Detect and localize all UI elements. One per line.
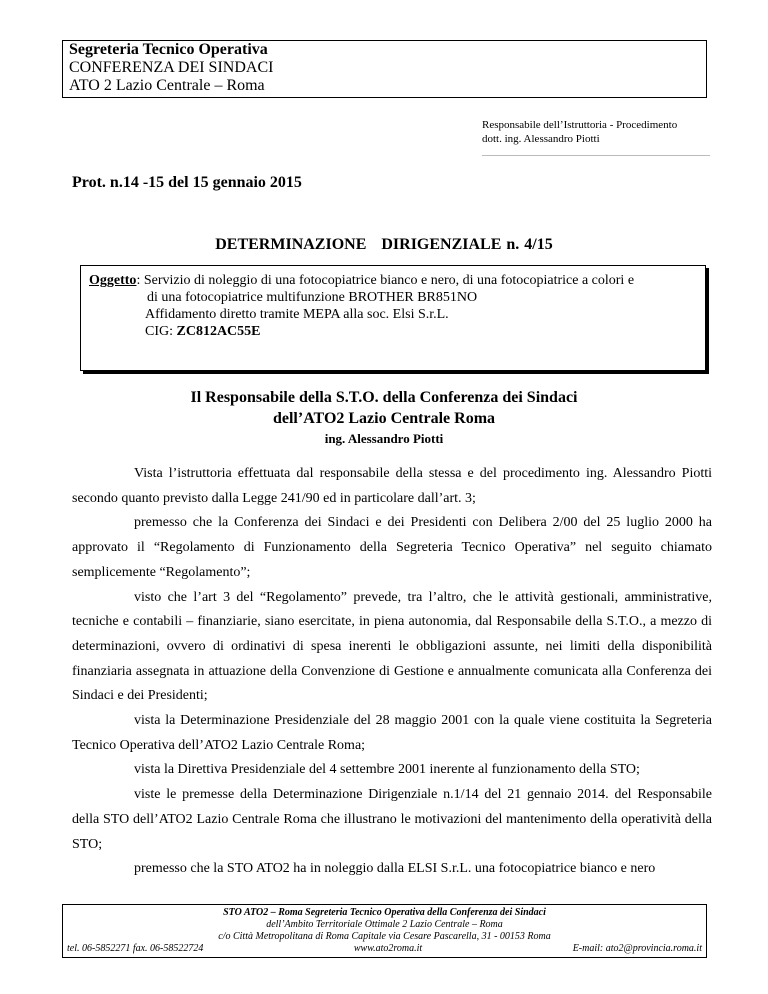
determinazione-title: DETERMINAZIONE DIRIGENZIALE n. 4/15	[215, 236, 553, 253]
footer-box	[62, 904, 707, 958]
paragraph: vista la Determinazione Presidenziale del 28 maggio 2001 con la quale viene costituita la Segreteria Tecnico Operativa dell’ATO2 Lazio Centrale Roma;	[72, 713, 712, 753]
footer-tel-fax: tel. 06-5852271 fax. 06-58522724	[67, 943, 204, 954]
oggetto-box	[80, 265, 706, 371]
oggetto-cig	[89, 323, 697, 340]
paragraph: viste le premesse della Determinazione Dirigenziale n.1/14 del 21 gennaio 2014. del Responsabile della STO dell’ATO2 Lazio Centrale Roma che illustrano le motivazioni del mantenimento della operatività della STO;	[72, 787, 712, 852]
oggetto-line-3: Affidamento diretto tramite MEPA alla soc. Elsi S.r.L.	[145, 307, 449, 322]
header-title: Segreteria Tecnico Operativa	[69, 41, 268, 58]
paragraph: Vista l’istruttoria effettuata dal responsabile della stessa e del procedimento ing. Alessandro Piotti secondo quanto previsto dalla Legge 241/90 ed in particolare dall’art. 3;	[72, 466, 712, 506]
responsabile-role: Responsabile dell’Istruttoria - Procedimento	[482, 119, 678, 131]
paragraph: premesso che la Conferenza dei Sindaci e dei Presidenti con Delibera 2/00 del 25 luglio 2000 ha approvato il “Regolamento di Funzionamento della Segreteria Tecnico Operativa” nel seguito chiamato semplicemente “Regolamento”;	[72, 515, 712, 580]
paragraph: premesso che la STO ATO2 ha in noleggio dalla ELSI S.r.L. una fotocopiatrice bianco e nero	[134, 861, 656, 877]
oggetto-line-1	[89, 272, 697, 289]
protocol-number: Prot. n.14 -15 del 15 gennaio 2015	[72, 174, 302, 191]
responsabile-title-line-1: Il Responsabile della S.T.O. della Conferenza dei Sindaci	[190, 389, 578, 406]
footer-contacts	[63, 943, 706, 955]
header-box	[62, 40, 707, 98]
oggetto-label: Oggetto	[89, 273, 137, 288]
signature-line	[482, 155, 710, 156]
cig-label: CIG:	[145, 324, 177, 339]
body-text	[72, 462, 712, 882]
cig-value: ZC812AC55E	[176, 324, 261, 339]
responsabile-istruttoria	[482, 118, 677, 146]
footer-email: E-mail: ato2@provincia.roma.it	[572, 943, 702, 954]
footer-line-3: c/o Città Metropolitana di Roma Capitale via Cesare Pascarella, 31 - 00153 Roma	[218, 931, 551, 942]
footer-website: www.ato2roma.it	[353, 943, 423, 954]
responsabile-name: dott. ing. Alessandro Piotti	[482, 133, 600, 145]
header-subtitle: CONFERENZA DEI SINDACI	[69, 59, 274, 76]
paragraph: visto che l’art 3 del “Regolamento” prevede, tra l’altro, che le attività gestionali, amministrative, tecniche e contabili – finanziarie, siano esercitate, in piena autonomia, dal Responsabile della S.T.O., a mezzo di determinazioni, ovvero di ordinativi di spesa inerenti le obbligazioni assunte, nei limiti della disponibilità finanziaria assegnata in attuazione della Convenzione di Gestione e annualmente comunicata alla Conferenza dei Sindaci e dei Presidenti;	[72, 589, 712, 704]
ing-name: ing. Alessandro Piotti	[324, 431, 444, 446]
paragraph: vista la Direttiva Presidenziale del 4 settembre 2001 inerente al funzionamento della STO;	[134, 762, 640, 778]
responsabile-title	[0, 387, 768, 429]
oggetto-line-2: di una fotocopiatrice multifunzione BROTHER BR851NO	[147, 290, 478, 305]
header-subtitle-2: ATO 2 Lazio Centrale – Roma	[69, 77, 265, 94]
footer-line-2: dell’Ambito Territoriale Ottimale 2 Lazio Centrale – Roma	[266, 919, 503, 930]
oggetto-text-1: : Servizio di noleggio di una fotocopiatrice bianco e nero, di una fotocopiatrice a colori e	[136, 273, 635, 288]
responsabile-title-line-2: dell’ATO2 Lazio Centrale Roma	[272, 410, 496, 427]
footer-line-1: STO ATO2 – Roma Segreteria Tecnico Operativa della Conferenza dei Sindaci	[223, 907, 546, 918]
